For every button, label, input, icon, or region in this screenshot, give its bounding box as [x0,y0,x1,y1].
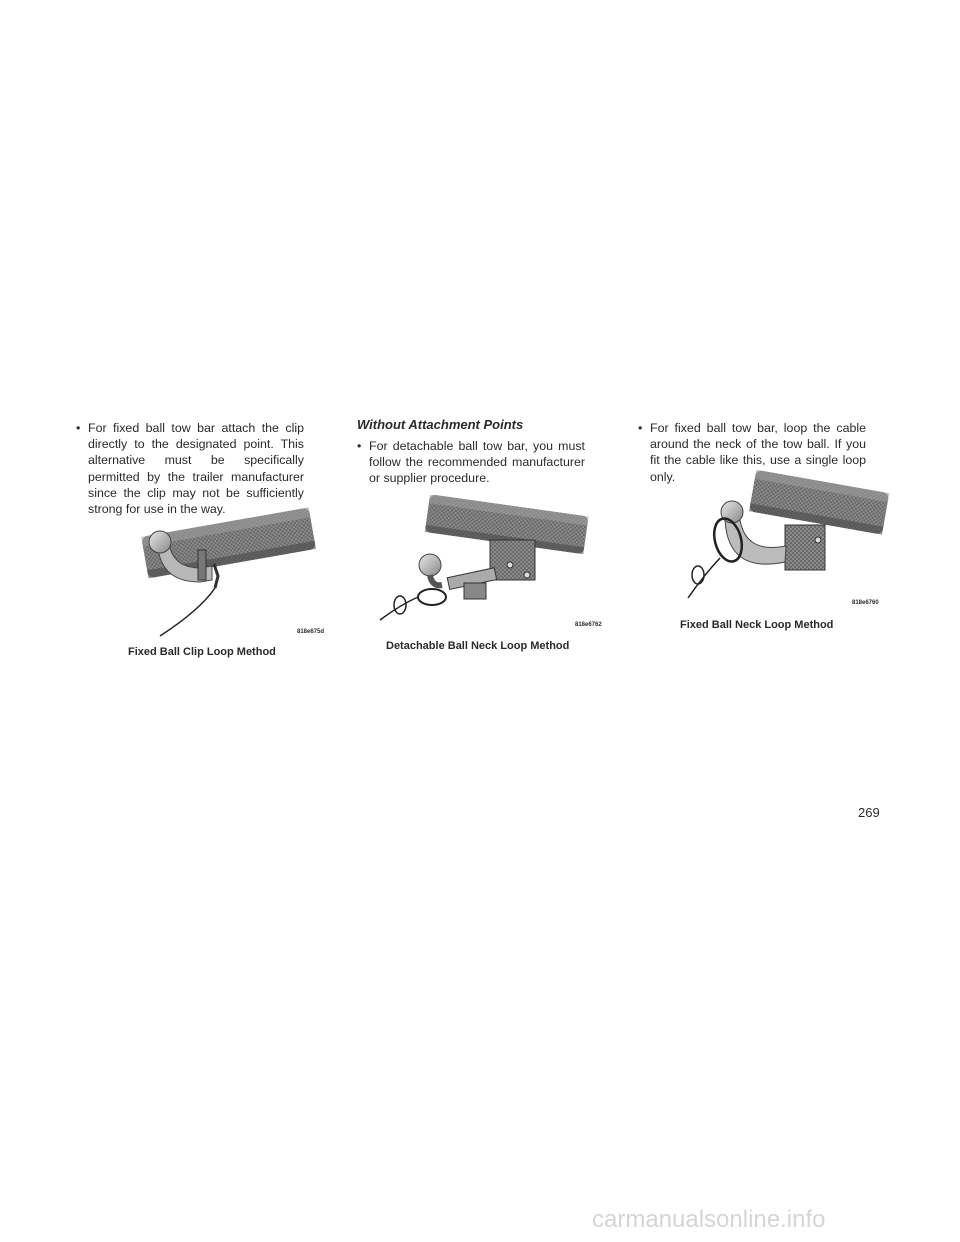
detachable-ball-figure [370,495,590,630]
bullet-item [357,438,585,487]
fixed-ball-neck-figure [680,470,890,610]
column-2 [357,417,585,487]
figure-caption: Fixed Ball Neck Loop Method [680,619,834,631]
fixed-ball-clip-figure [140,500,340,645]
bullet-symbol: • [76,421,81,435]
bullet-symbol: • [638,421,643,435]
watermark: carmanualsonline.info [592,1206,826,1233]
figure-caption: Fixed Ball Clip Loop Method [128,646,276,658]
section-heading: Without Attachment Points [357,417,524,432]
figure-code: 818e6760 [852,600,879,606]
bullet-text: For fixed ball tow bar attach the clip directly to the designated point. This alternative must be specifically permitted by the trailer manufacturer since the clip may not be sufficiently strong for use in the way. [88,421,304,517]
figure-caption: Detachable Ball Neck Loop Method [386,640,570,652]
bullet-text: For fixed ball tow bar, loop the cable around the neck of the tow ball. If you fit the cable like this, use a single loop only. [650,421,866,484]
bullet-symbol: • [357,439,362,453]
page-number: 269 [858,805,880,820]
figure-code: 818e675d [297,629,325,635]
figure-code: 818e6762 [575,622,602,628]
bullet-text: For detachable ball tow bar, you must follow the recommended manufacturer or supplier procedure. [369,439,585,486]
